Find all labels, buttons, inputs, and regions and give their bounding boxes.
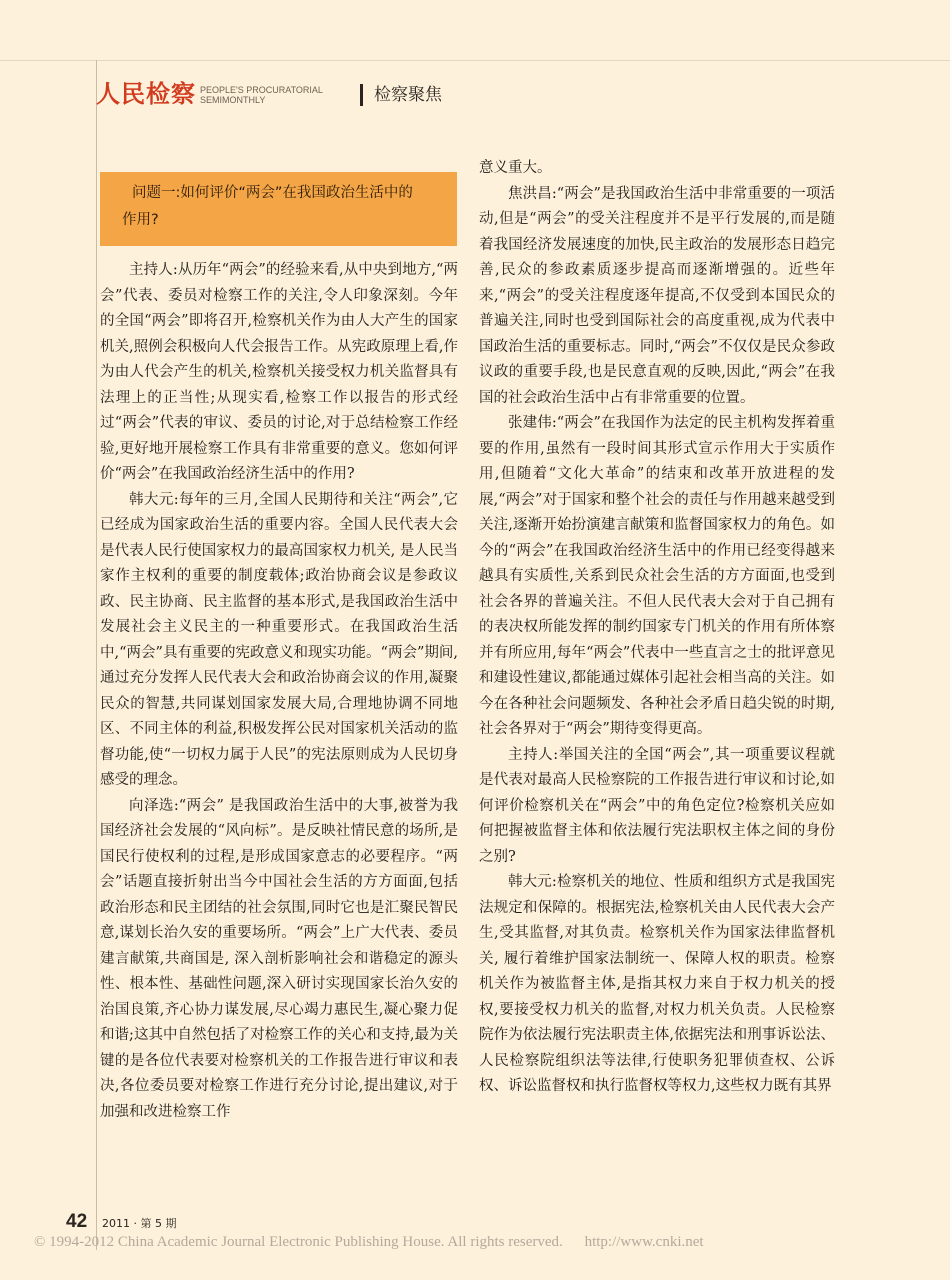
paragraph: 韩大元:每年的三月,全国人民期待和关注“两会”,它已经成为国家政治生活的重要内容。全国人民代表大会是代表人民行使国家权力的最高国家权力机关, 是人民当家作主权利的重要的制度载体;政治协商会议是参政议政、民主协商、民主监督的基本形式,是我国政治生活中发展社会主义民主的一种重要形式。在我国政治生活中,“两会”具有重要的宪政意义和现实功能。“两会”期间,通过充分发挥人民代表大会和政治协商会议的作用,凝聚民众的智慧,共同谋划国家发展大局,合理地协调不同地区、不同主体的利益,积极发挥公民对国家机关活动的监督功能,使“一切权力属于人民”的宪法原则成为人民切身感受的理念。 — [100, 491, 458, 788]
paragraph: 主持人:从历年“两会”的经验来看,从中央到地方,“两会”代表、委员对检察工作的关注,令人印象深刻。今年的全国“两会”即将召开,检察机关作为由人大产生的国家机关,照例会积极向人代会报告工作。从宪政原理上看,作为由人代会产生的机关,检察机关接受权力机关监督具有法理上的正当性;从现实看,检察工作以报告的形式经过“两会”代表的审议、委员的讨论,对于总结检察工作经验,更好地开展检察工作具有非常重要的意义。您如何评价“两会”在我国政治经济生活中的作用? — [100, 262, 458, 482]
paragraph-continued: 意义重大。 — [479, 160, 552, 176]
paragraph: 张建伟:“两会”在我国作为法定的民主机构发挥着重要的作用,虽然有一段时间其形式宣示作用大于实质作用,但随着“文化大革命”的结束和改革开放进程的发展,“两会”对于国家和整个社会的责任与作用越来越受到关注,逐渐开始扮演建言献策和监督国家权力的角色。如今的“两会”在我国政治经济生活中的作用已经变得越来越具有实质性,关系到民众社会生活的方方面面,也受到社会各界的普遍关注。不但人民代表大会对于自己拥有的表决权所能发挥的制约国家专门机关的作用有所体察并有所应用,每年“两会”代表中一些直言之士的批评意见和建设性建议,都能通过媒体引起社会相当高的关注。如今在各种社会问题频发、各种社会矛盾日趋尖锐的时期,社会各界对于“两会”期待变得更高。 — [479, 415, 835, 737]
left-column — [100, 258, 458, 1125]
cnki-url[interactable]: http://www.cnki.net — [584, 1234, 704, 1250]
issue-label: 2011 · 第 5 期 — [102, 1217, 177, 1230]
paragraph: 韩大元:检察机关的地位、性质和组织方式是我国宪法规定和保障的。根据宪法,检察机关由人民代表大会产生,受其监督,对其负责。检察机关作为国家法律监督机关, 履行着维护国家法制统一、保障人权的职责。检察机关作为被监督主体,是指其权力来自于权力机关的授权,要接受权力机关的监督,对权力机关负责。人民检察院作为依法履行宪法职责主体,依据宪法和刑事诉讼法、人民检察院组织法等法律,行使职务犯罪侦查权、公诉权、诉讼监督权和执行监督权等权力,这些权力既有其界 — [479, 874, 835, 1094]
question-line-2: 作用? — [122, 212, 159, 228]
header-rule — [0, 60, 950, 61]
copyright-text: © 1994-2012 China Academic Journal Electronic Publishing House. All rights reserved. — [34, 1234, 563, 1250]
question-box — [100, 172, 457, 246]
paragraph: 焦洪昌:“两会”是我国政治生活中非常重要的一项活动,但是“两会”的受关注程度并不是平行发展的,而是随着我国经济发展速度的加快,民主政治的发展形态日趋完善,民众的参政素质逐步提高而逐渐增强的。近些年来,“两会”的受关注程度逐年提高,不仅受到本国民众的普遍关注,同时也受到国际社会的高度重视,成为代表中国政治生活的重要标志。同时,“两会”不仅仅是民众参政议政的重要手段,也是民意直观的反映,因此,“两会”在我国的社会政治生活中占有非常重要的位置。 — [479, 185, 835, 406]
right-column — [479, 156, 835, 1100]
page-number: 42 — [66, 1211, 88, 1232]
logo-english-title — [200, 85, 323, 108]
section-title: 检察聚焦 — [374, 85, 442, 105]
header-separator — [360, 84, 363, 106]
paragraph: 主持人:举国关注的全国“两会”,其一项重要议程就是代表对最高人民检察院的工作报告进行审议和讨论,如何评价检察机关在“两会”中的角色定位?检察机关应如何把握被监督主体和依法履行宪法职权主体之间的身份之别? — [479, 746, 835, 865]
margin-rule — [96, 60, 97, 1250]
magazine-logo — [96, 78, 323, 108]
logo-english-line1: PEOPLE'S PROCURATORIAL — [200, 85, 323, 95]
logo-chinese-title: 人民检察 — [96, 79, 196, 108]
copyright-notice — [34, 1234, 704, 1251]
logo-english-line2: SEMIMONTHLY — [200, 95, 266, 105]
question-line-1: 问题一:如何评价“两会”在我国政治生活中的 — [132, 185, 413, 201]
paragraph: 向泽选:“两会” 是我国政治生活中的大事,被誉为我国经济社会发展的“风向标”。是反映社情民意的场所,是国民行使权利的过程,是形成国家意志的必要程序。“两会”话题直接折射出当今中国社会生活的方方面面,包括政治形态和民主团结的社会氛围,同时它也是汇聚民智民意,谋划长治久安的重要场所。“两会”上广大代表、委员建言献策,共商国是, 深入剖析影响社会和谐稳定的源头性、根本性、基础性问题,深入研讨实现国家长治久安的治国良策,齐心协力谋发展,尽心竭力惠民生,凝心聚力促和谐;这其中自然包括了对检察工作的关心和支持,最为关键的是各位代表要对检察机关的工作报告进行审议和表决,各位委员要对检察工作进行充分讨论,提出建议,对于加强和改进检察工作 — [100, 797, 458, 1120]
